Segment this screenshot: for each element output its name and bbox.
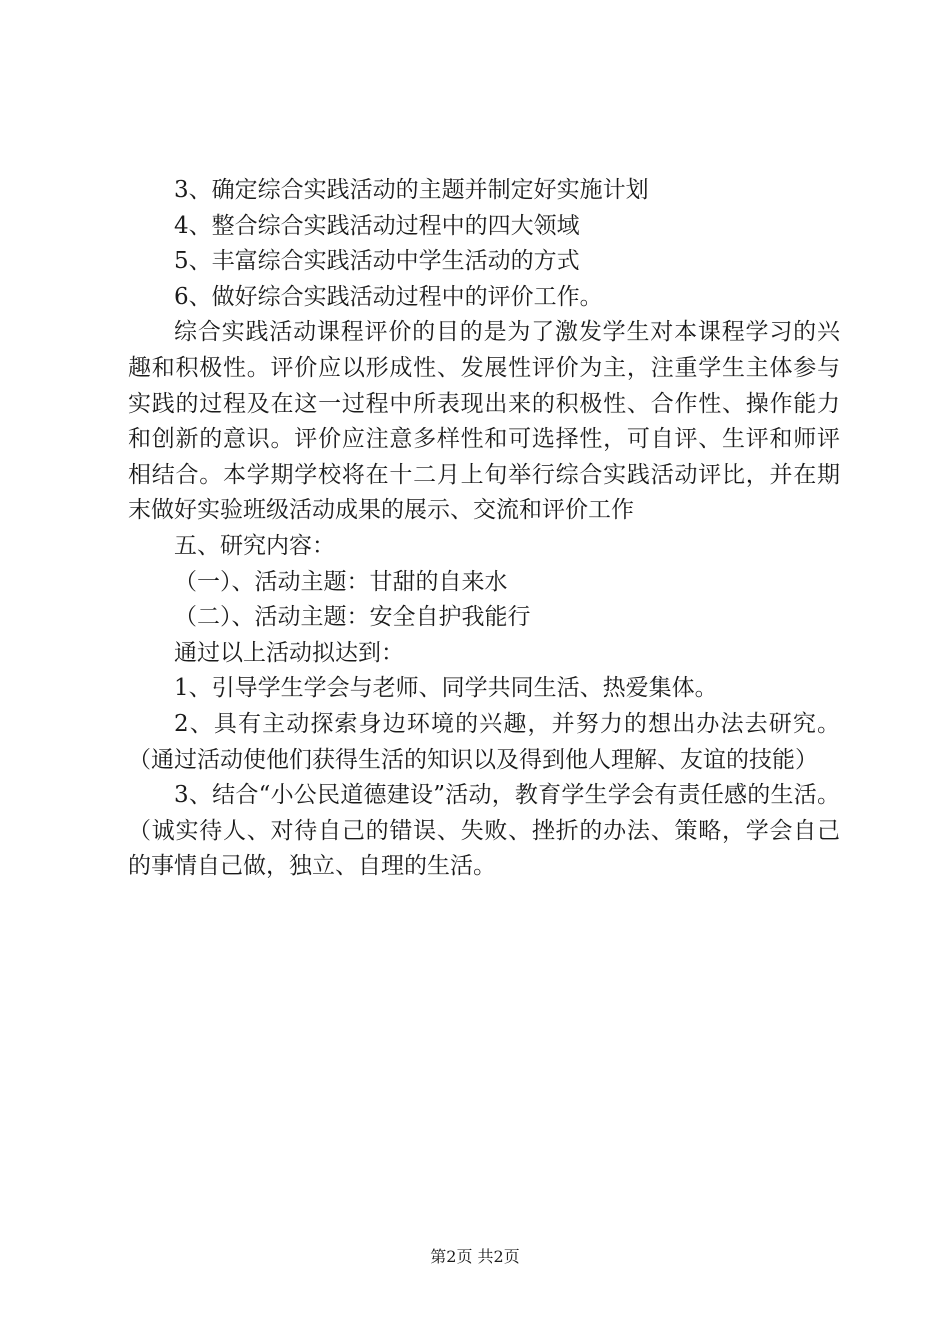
activity-theme-2: （二）、活动主题：安全自护我能行 [174, 604, 531, 631]
goal-item-1: 1、引导学生学会与老师、同学共同生活、热爱集体。 [174, 675, 718, 702]
goals-intro: 通过以上活动拟达到： [174, 639, 404, 666]
goal-item-3: 3、结合“小公民道德建设”活动，教育学生学会有责任感的生活。（诚实待人、对待自己的错误、失败、挫折的办法、策略，学会自己的事情自己做，独立、自理的生活。 [128, 782, 840, 880]
list-item-4: 4、整合综合实践活动过程中的四大领域 [174, 212, 580, 239]
section-heading-research-content: 五、研究内容： [174, 532, 335, 559]
activity-theme-1: （一）、活动主题：甘甜的自来水 [174, 568, 508, 595]
evaluation-paragraph: 综合实践活动课程评价的目的是为了激发学生对本课程学习的兴趣和积极性。评价应以形成性、发展性评价为主，注重学生主体参与实践的过程及在这一过程中所表现出来的积极性、合作性、操作能力和创新的意识。评价应注意多样性和可选择性，可自评、生评和师评相结合。本学期学校将在十二月上旬举行综合实践活动评比，并在期末做好实验班级活动成果的展示、交流和评价工作 [128, 319, 840, 524]
page-number-footer: 第2页 共2页 [430, 1247, 520, 1266]
goal-item-2: 2、具有主动探索身边环境的兴趣，并努力的想出办法去研究。（通过活动使他们获得生活的知识以及得到他人理解、友谊的技能） [128, 710, 840, 773]
list-item-6: 6、做好综合实践活动过程中的评价工作。 [174, 283, 603, 310]
list-item-3: 3、确定综合实践活动的主题并制定好实施计划 [174, 177, 649, 203]
list-item-5: 5、丰富综合实践活动中学生活动的方式 [174, 248, 580, 275]
document-body [128, 173, 840, 885]
